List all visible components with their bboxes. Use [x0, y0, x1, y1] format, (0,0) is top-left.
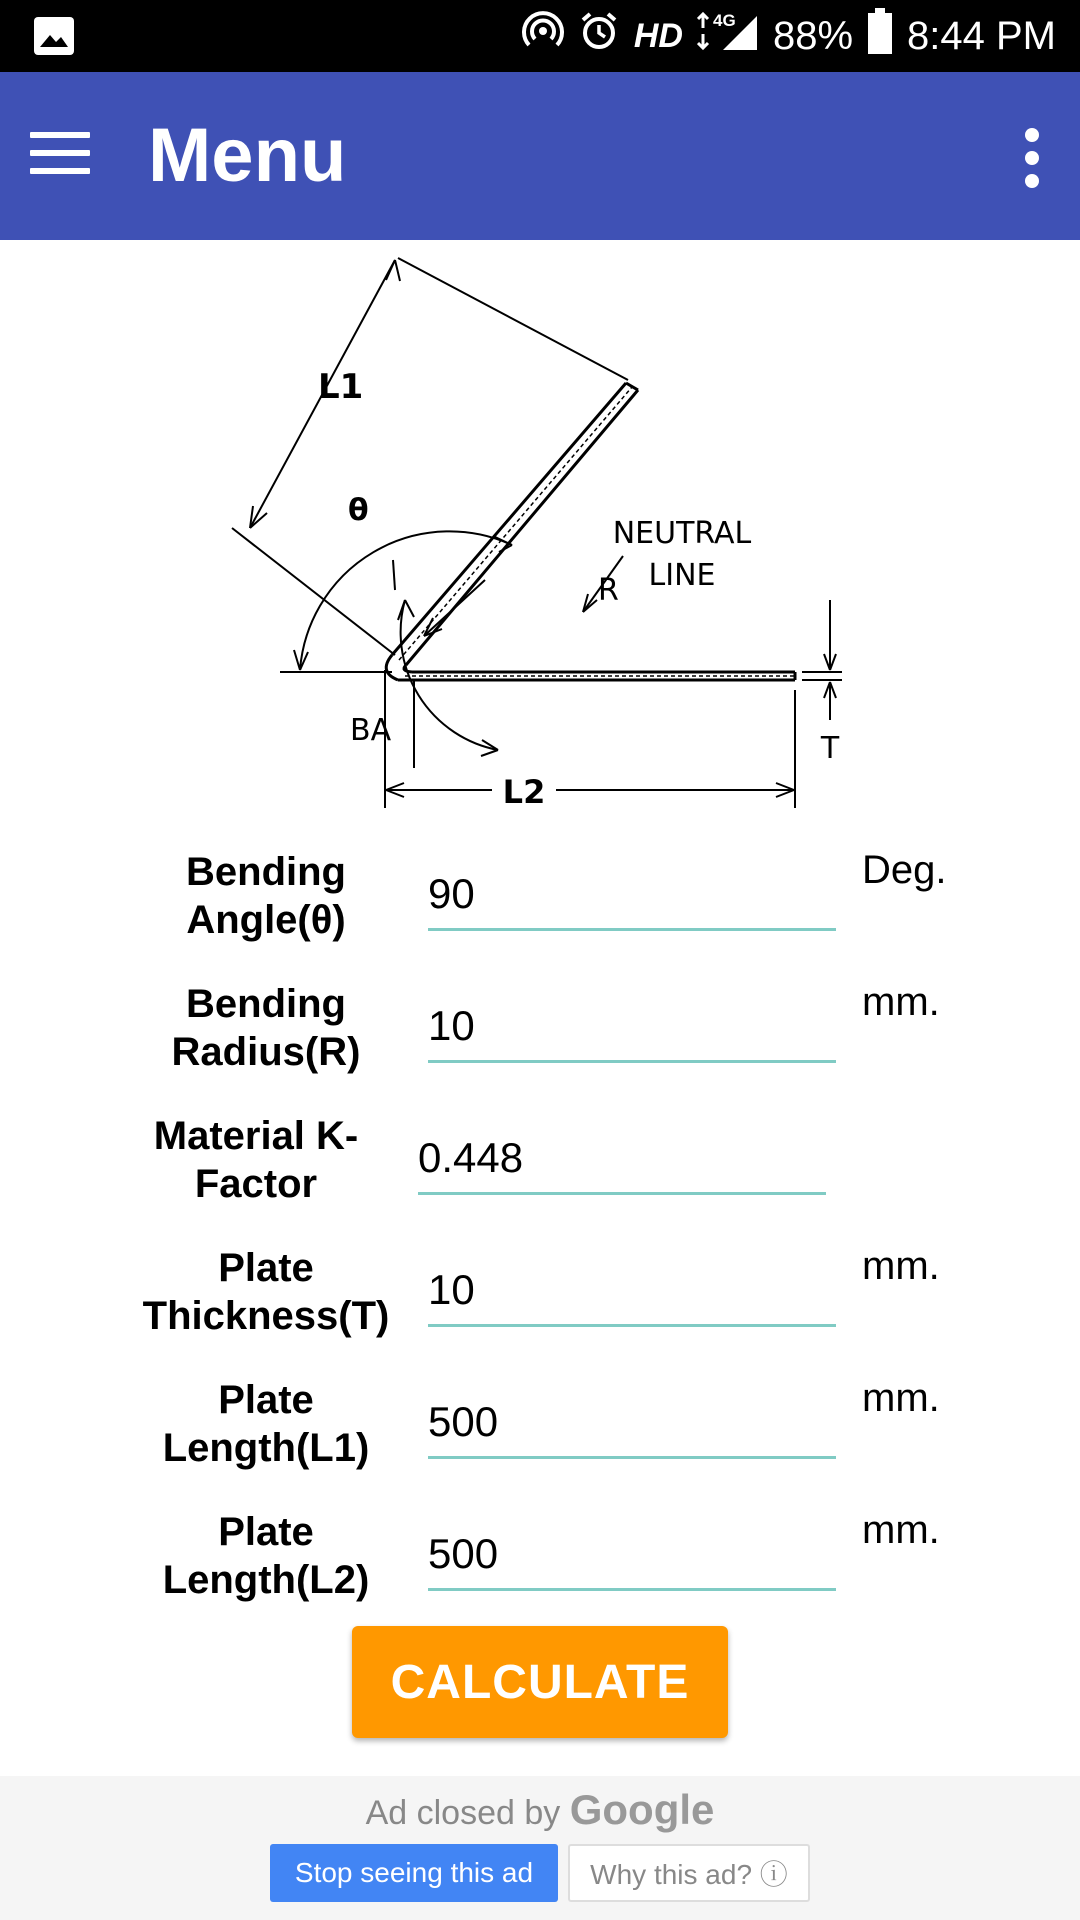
plate-thickness-label: Plate Thickness(T) — [142, 1246, 390, 1338]
bending-radius-input[interactable] — [428, 1002, 836, 1050]
diagram-label-r: R — [598, 573, 619, 608]
clock: 8:44 PM — [907, 13, 1056, 58]
plate-length-l1-field[interactable] — [428, 1386, 836, 1459]
gallery-notification-icon — [34, 17, 74, 55]
k-factor-label: Material K-Factor — [153, 1114, 359, 1206]
plate-length-l1-input[interactable] — [428, 1398, 836, 1446]
plate-length-l2-field[interactable] — [428, 1518, 836, 1591]
hamburger-menu-icon[interactable] — [30, 132, 90, 180]
battery-icon — [867, 8, 893, 64]
bending-radius-field[interactable] — [428, 990, 836, 1063]
bending-angle-field[interactable] — [428, 858, 836, 931]
diagram-label-l2: L2 — [502, 773, 546, 811]
row-plate-length-l1 — [0, 1376, 1080, 1486]
network-type: 4G — [712, 11, 736, 30]
alarm-icon — [578, 10, 620, 62]
ad-closed-label: Ad closed by — [365, 1794, 561, 1832]
battery-percent: 88% — [772, 13, 854, 58]
bending-angle-label: Bending Angle(θ) — [186, 850, 346, 942]
signal-icon — [697, 10, 759, 62]
k-factor-input[interactable] — [418, 1134, 826, 1182]
diagram-label-theta: θ — [348, 493, 369, 528]
row-k-factor — [0, 1112, 1080, 1222]
row-bending-radius — [0, 980, 1080, 1090]
page-title: Menu — [148, 113, 347, 198]
plate-length-l1-unit: mm. — [862, 1376, 940, 1420]
bending-angle-input[interactable] — [428, 870, 836, 918]
plate-thickness-input[interactable] — [428, 1266, 836, 1314]
plate-thickness-unit: mm. — [862, 1244, 940, 1288]
diagram-label-ba: BA — [350, 713, 392, 748]
diagram-label-line: LINE — [648, 558, 716, 593]
app-bar — [0, 72, 1080, 240]
status-bar — [0, 0, 1080, 72]
bending-angle-unit: Deg. — [862, 848, 947, 892]
plate-length-l2-input[interactable] — [428, 1530, 836, 1578]
why-this-ad-button[interactable]: Why this ad? ⓘ — [568, 1844, 810, 1902]
stop-seeing-ad-button[interactable]: Stop seeing this ad — [270, 1844, 558, 1902]
ad-banner — [0, 1776, 1080, 1920]
google-logo: Google — [569, 1786, 715, 1833]
bending-radius-label: Bending Radius(R) — [171, 982, 361, 1074]
plate-length-l1-label: Plate Length(L1) — [162, 1378, 370, 1470]
row-bending-angle — [0, 848, 1080, 958]
calculate-button[interactable]: CALCULATE — [352, 1626, 728, 1738]
hotspot-icon — [522, 10, 564, 62]
overflow-menu-icon[interactable] — [1014, 128, 1050, 188]
bend-diagram — [220, 250, 860, 820]
plate-length-l2-unit: mm. — [862, 1508, 940, 1552]
bending-radius-unit: mm. — [862, 980, 940, 1024]
diagram-label-neutral: NEUTRAL — [612, 516, 752, 551]
row-plate-thickness — [0, 1244, 1080, 1354]
k-factor-field[interactable] — [418, 1122, 826, 1195]
plate-thickness-field[interactable] — [428, 1254, 836, 1327]
row-plate-length-l2 — [0, 1508, 1080, 1618]
plate-length-l2-label: Plate Length(L2) — [162, 1510, 370, 1602]
ad-closed-text — [0, 1786, 1080, 1834]
diagram-label-l1: L1 — [318, 367, 364, 407]
diagram-label-t: T — [820, 731, 840, 766]
hd-voice-indicator: HD — [633, 16, 683, 55]
